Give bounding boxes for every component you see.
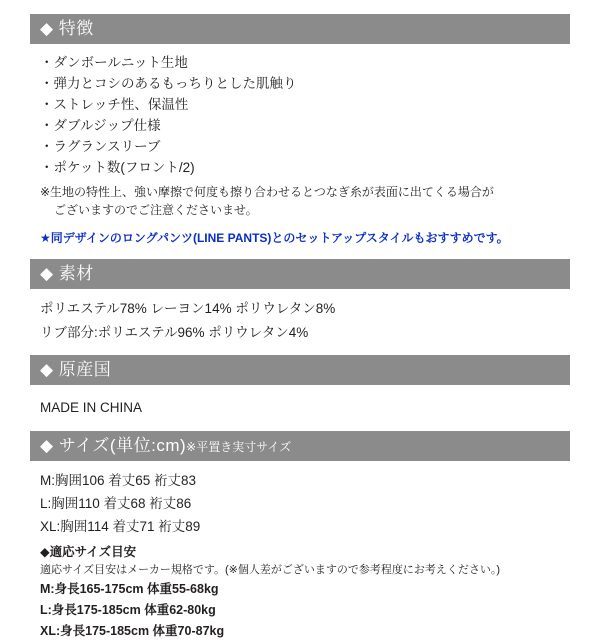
- size-row: M:胸囲106 着丈65 裄丈83: [40, 473, 197, 488]
- section-header-size: [30, 431, 570, 461]
- material-line: ポリエステル78% レーヨン14% ポリウレタン8%: [40, 301, 336, 316]
- origin-value: MADE IN CHINA: [40, 400, 143, 415]
- size-header-main: ◆ サイズ(単位:cm): [40, 436, 187, 455]
- fit-guide-note: 適応サイズ目安はメーカー規格です。(※個人差がございますので参考程度にお考えください。): [40, 564, 501, 576]
- section-body-size: [30, 461, 570, 642]
- list-item: ・ラグランスリーブ: [40, 139, 161, 154]
- fit-row: XL:身長175-185cm 体重70-87kg: [40, 624, 225, 638]
- size-header-sub: ※平置き実寸サイズ: [186, 440, 292, 454]
- section-body-material: [30, 289, 570, 345]
- list-item: ・ダブルジップ仕様: [40, 118, 161, 133]
- size-row: XL:胸囲114 着丈71 裄丈89: [40, 519, 201, 534]
- section-header-features: ◆ 特徴: [30, 14, 570, 44]
- setup-style-highlight: ★同デザインのロングパンツ(LINE PANTS)とのセットアップスタイルもおすすめです。: [40, 231, 509, 245]
- list-item: ・弾力とコシのあるもっちりとした肌触り: [40, 76, 297, 91]
- feature-note-line-1: ※生地の特性上、強い摩擦で何度も擦り合わせるとつなぎ糸が表面に出てくる場合が: [40, 185, 494, 199]
- fit-row: L:身長175-185cm 体重62-80kg: [40, 603, 216, 617]
- list-item: ・ダンボールニット生地: [40, 55, 188, 70]
- fit-guide-title: ◆適応サイズ目安: [40, 545, 137, 559]
- section-body-features: [30, 44, 570, 247]
- section-header-origin: ◆ 原産国: [30, 355, 570, 385]
- material-line: リブ部分:ポリエステル96% ポリウレタン4%: [40, 325, 309, 340]
- list-item: ・ポケット数(フロント/2): [40, 160, 195, 175]
- feature-note-line-2: ございますのでご注意くださいませ。: [54, 203, 258, 217]
- section-header-material: ◆ 素材: [30, 259, 570, 289]
- list-item: ・ストレッチ性、保温性: [40, 97, 189, 112]
- section-body-origin: [30, 385, 570, 419]
- fit-row: M:身長165-175cm 体重55-68kg: [40, 582, 219, 596]
- size-row: L:胸囲110 着丈68 裄丈86: [40, 496, 192, 511]
